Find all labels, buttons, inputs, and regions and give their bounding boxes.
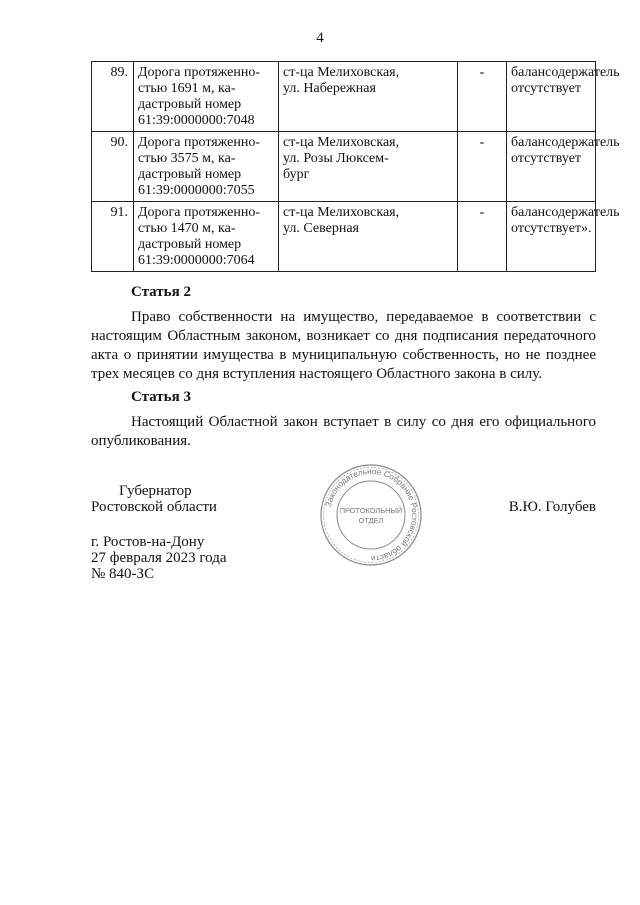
row-number: 90. xyxy=(92,132,134,202)
table-row xyxy=(92,62,596,132)
row-number: 91. xyxy=(92,202,134,272)
signing-place: г. Ростов-на-Дону xyxy=(91,534,205,550)
object-description xyxy=(134,202,279,272)
governor-name: В.Ю. Голубев xyxy=(508,499,596,515)
property-table xyxy=(91,61,620,272)
governor-title: Губернатор xyxy=(119,483,192,499)
table-row xyxy=(92,202,596,272)
object-description xyxy=(134,62,279,132)
object-address xyxy=(279,202,458,272)
object-address xyxy=(279,62,458,132)
object-address xyxy=(279,132,458,202)
governor-region: Ростовской области xyxy=(91,499,217,515)
object-text: Дорога протяженно- стью 1691 м, ка- дастровый номер 61:39:0000000:7048 xyxy=(138,65,261,128)
address-text: ст-ца Мелиховская, ул. Северная xyxy=(283,205,400,236)
signing-date: 27 февраля 2023 года xyxy=(91,550,227,566)
row-number: 89. xyxy=(92,62,134,132)
seal-ring-text: Законодательное Собрание Ростовской области xyxy=(323,466,420,564)
holder-text: балансодержатель отсутствует». xyxy=(511,205,620,236)
law-number: № 840-ЗС xyxy=(91,566,155,582)
article-2-title: Статья 2 xyxy=(131,284,191,300)
address-text: ст-ца Мелиховская, ул. Набережная xyxy=(283,65,400,96)
balance-holder xyxy=(507,202,620,272)
empty-cell: - xyxy=(458,202,507,272)
seal-stamp xyxy=(319,463,423,567)
balance-holder xyxy=(507,62,620,132)
object-text: Дорога протяженно- стью 1470 м, ка- дастровый номер 61:39:0000000:7064 xyxy=(138,205,261,268)
holder-text: балансодержатель отсутствует xyxy=(511,65,620,96)
table-row xyxy=(92,132,596,202)
object-description xyxy=(134,132,279,202)
page-number: 4 xyxy=(316,30,324,46)
address-text: ст-ца Мелиховская, ул. Розы Люксем- бург xyxy=(283,135,400,182)
article-2-text: Право собственности на имущество, передаваемое в соответствии с настоящим Областным законом, возникает со дня подписания передаточного акта о принятии имущества в муниципальную собственность, но не позднее трех месяцев со дня вступления настоящего Областного закона в силу. xyxy=(91,309,596,382)
seal-center-line2: ОТДЕЛ xyxy=(358,516,384,525)
seal-center-line1: ПРОТОКОЛЬНЫЙ xyxy=(339,506,403,515)
empty-cell: - xyxy=(458,132,507,202)
holder-text: балансодержатель отсутствует xyxy=(511,135,620,166)
object-text: Дорога протяженно- стью 3575 м, ка- дастровый номер 61:39:0000000:7055 xyxy=(138,135,261,198)
empty-cell: - xyxy=(458,62,507,132)
balance-holder xyxy=(507,132,620,202)
article-3-title: Статья 3 xyxy=(131,389,191,405)
article-3-text: Настоящий Областной закон вступает в силу со дня его официального опубликования. xyxy=(91,414,596,449)
